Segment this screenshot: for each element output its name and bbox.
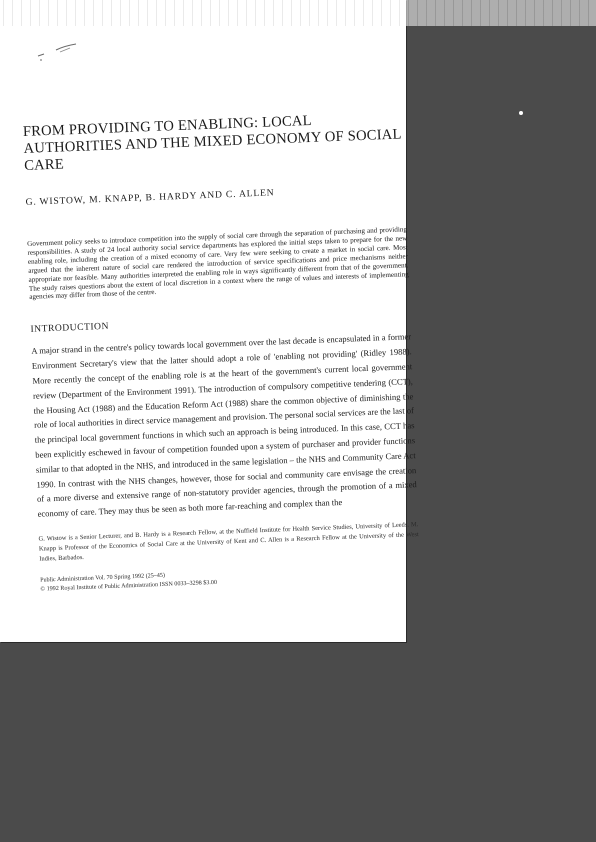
article-authors: G. WISTOW, M. KNAPP, B. HARDY AND C. ALLEN (25, 187, 275, 208)
article-abstract: Government policy seeks to introduce competition into the supply of social care through the separation of purchasing and providing responsibilities. A study of 24 local authority social service departments has explored the initial steps taken to prepare for the new enabling role, including the creation of a mixed economy of care. Very few were seeking to create a market in social care. Most argued that the inherent nature of social care rendered the introduction of service specifications and price mechanisms neither appropriate nor feasible. Many authorities interpreted the enabling role in ways significantly different from that of the government. The study raises questions about the extent of local discretion in a context where the range of values and interests of implementing agencies may differ from those of the centre. (27, 225, 409, 302)
article-title: FROM PROVIDING TO ENABLING: LOCAL AUTHORITIES AND THE MIXED ECONOMY OF SOCIAL CARE (22, 112, 402, 174)
journal-line: Public Administration Vol. 70 Spring 1992 (25–45) (40, 572, 166, 584)
scan-noise-strip (0, 0, 596, 26)
section-heading: INTRODUCTION (30, 321, 110, 336)
copyright-line: © 1992 Royal Institute of Public Administration ISSN 0033–3298 $3.00 (40, 580, 218, 593)
pen-mark (30, 42, 90, 70)
article-page (22, 93, 420, 595)
scan-speck (519, 111, 523, 115)
article-body: A major strand in the centre's policy towards local government over the last decade is encapsulated in a former Environment Secretary's view that the latter should adopt a role of 'enabling not providing' (Ridley 1988). More recently the concept of the enabling role is at the heart of the government's current local government review (Department of the Environment 1991). The introduction of compulsory competitive tendering (CCT), the Housing Act (1988) and the Education Reform Act (1988) share the common objective of diminishing the role of local authorities in direct service management and provision. The personal social services are the last of the principal local government functions in which such an approach is being introduced. In this case, CCT has been explicitly eschewed in favour of competition founded upon a system of purchaser and provider functions similar to that adopted in the NHS, and introduced in the same legislation – the NHS and Community Care Act 1990. In contrast with the NHS changes, however, those for social and community care envisage the creation of a more diverse and extensive range of non-statutory provider agencies, through the promotion of a mixed economy of care. They may thus be seen as both more far-reaching and complex than the (31, 331, 417, 519)
author-footnote: G. Wistow is a Senior Lecturer, and B. Hardy is a Research Fellow, at the Nuffield Institute for Health Service Studies, University of Leeds. M. Knapp is Professor of the Economics of Social Care at the University of Kent and C. Allen is a Research Fellow at the University of the West Indies, Barbados. (38, 521, 419, 563)
